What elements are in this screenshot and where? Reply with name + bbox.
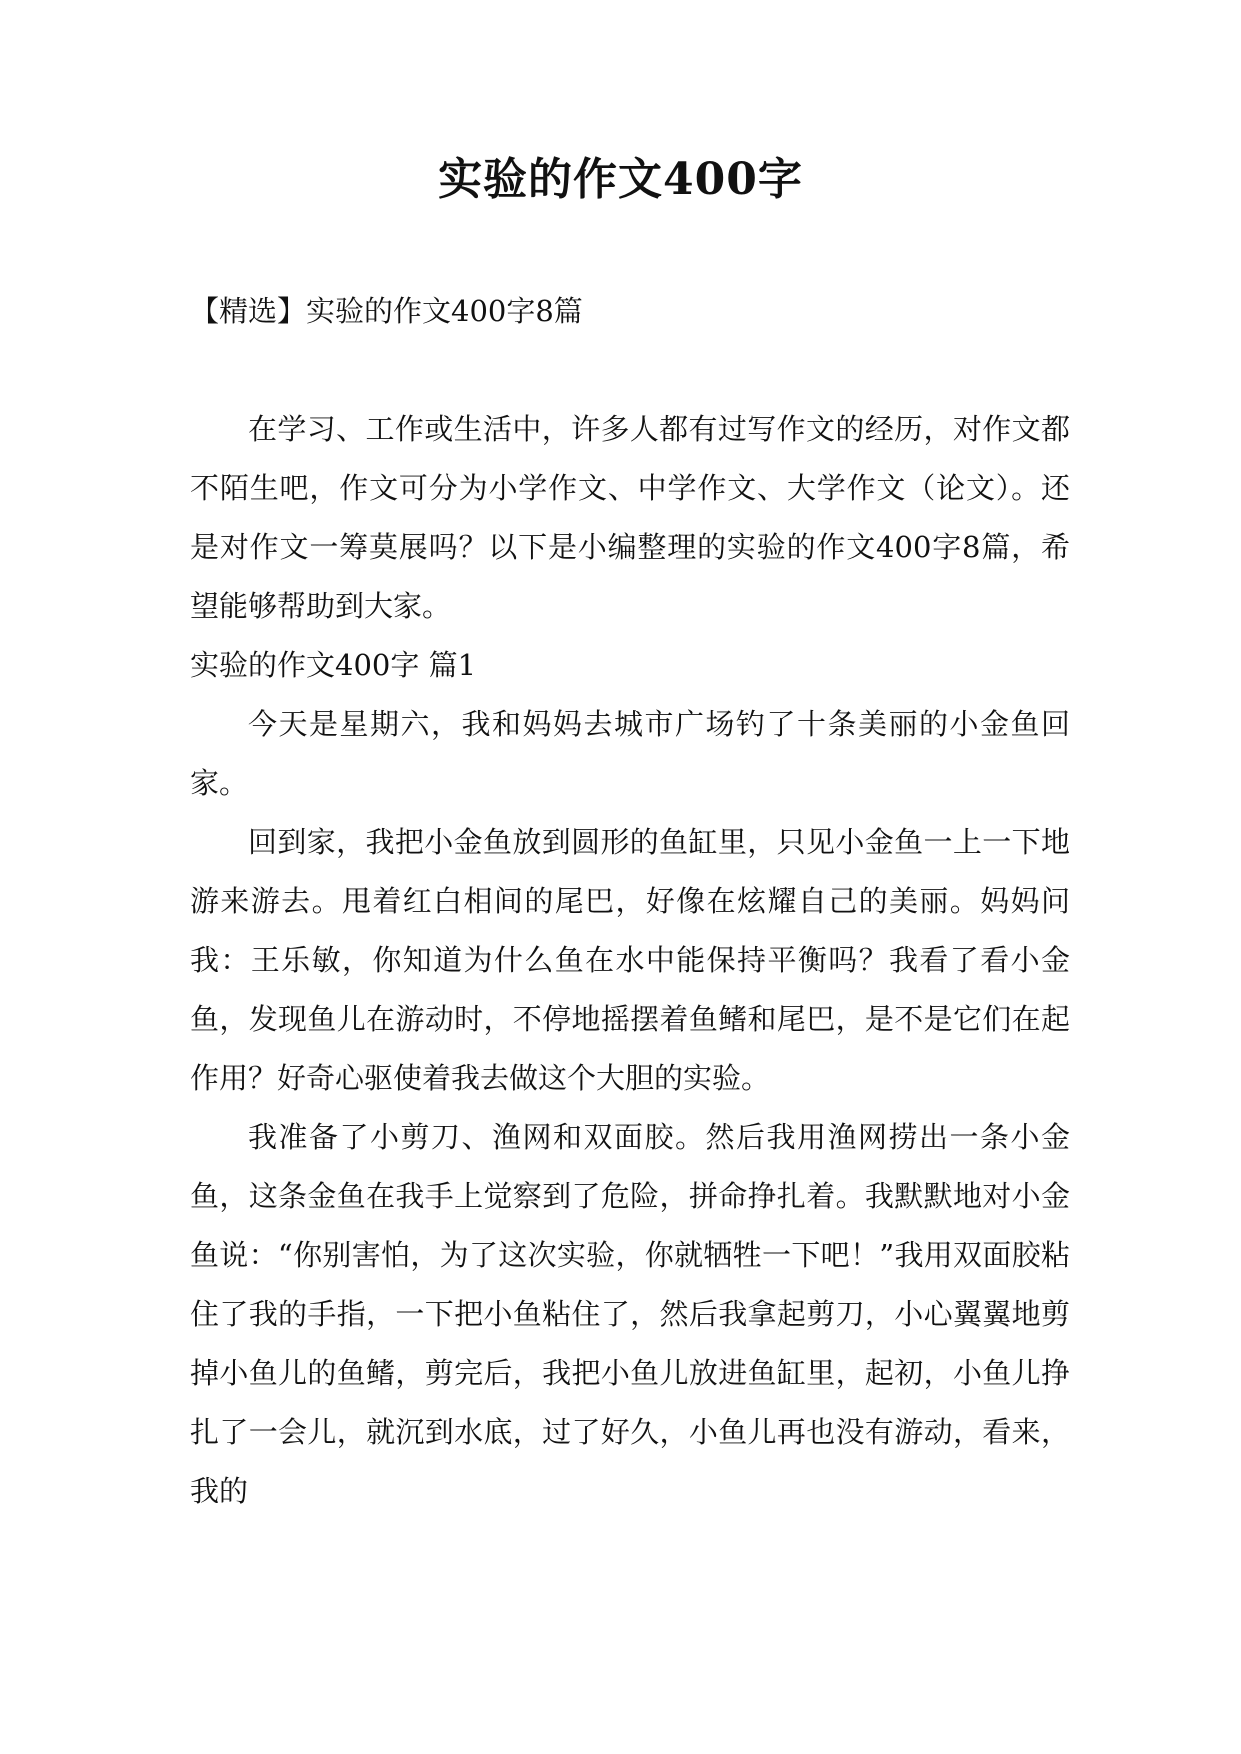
body-paragraph-1: 今天是星期六，我和妈妈去城市广场钓了十条美丽的小金鱼回家。: [190, 707, 1070, 800]
section-heading: 实验的作文400字 篇1: [190, 648, 477, 682]
document-title: 实验的作文400字: [438, 154, 803, 205]
document-subtitle: 【精选】实验的作文400字8篇: [190, 294, 583, 328]
body-paragraph-3: 我准备了小剪刀、渔网和双面胶。然后我用渔网捞出一条小金鱼，这条金鱼在我手上觉察到了危险，拼命挣扎着。我默默地对小金鱼说：“你别害怕，为了这次实验，你就牺牲一下吧！”我用双面胶粘住了我的手指，一下把小鱼粘住了，然后我拿起剪刀，小心翼翼地剪掉小鱼儿的鱼鳍，剪完后，我把小鱼儿放进鱼缸里，起初，小鱼儿挣扎了一会儿，就沉到水底，过了好久，小鱼儿再也没有游动，看来，我的: [190, 1120, 1070, 1508]
intro-paragraph: 在学习、工作或生活中，许多人都有过写作文的经历，对作文都不陌生吧，作文可分为小学作文、中学作文、大学作文（论文）。还是对作文一筹莫展吗？以下是小编整理的实验的作文400字8篇，希望能够帮助到大家。: [190, 412, 1070, 623]
document-body: [190, 400, 1070, 1521]
body-paragraph-2: 回到家，我把小金鱼放到圆形的鱼缸里，只见小金鱼一上一下地游来游去。甩着红白相间的尾巴，好像在炫耀自己的美丽。妈妈问我：王乐敏，你知道为什么鱼在水中能保持平衡吗？我看了看小金鱼，发现鱼儿在游动时，不停地摇摆着鱼鳍和尾巴，是不是它们在起作用？好奇心驱使着我去做这个大胆的实验。: [190, 825, 1070, 1095]
